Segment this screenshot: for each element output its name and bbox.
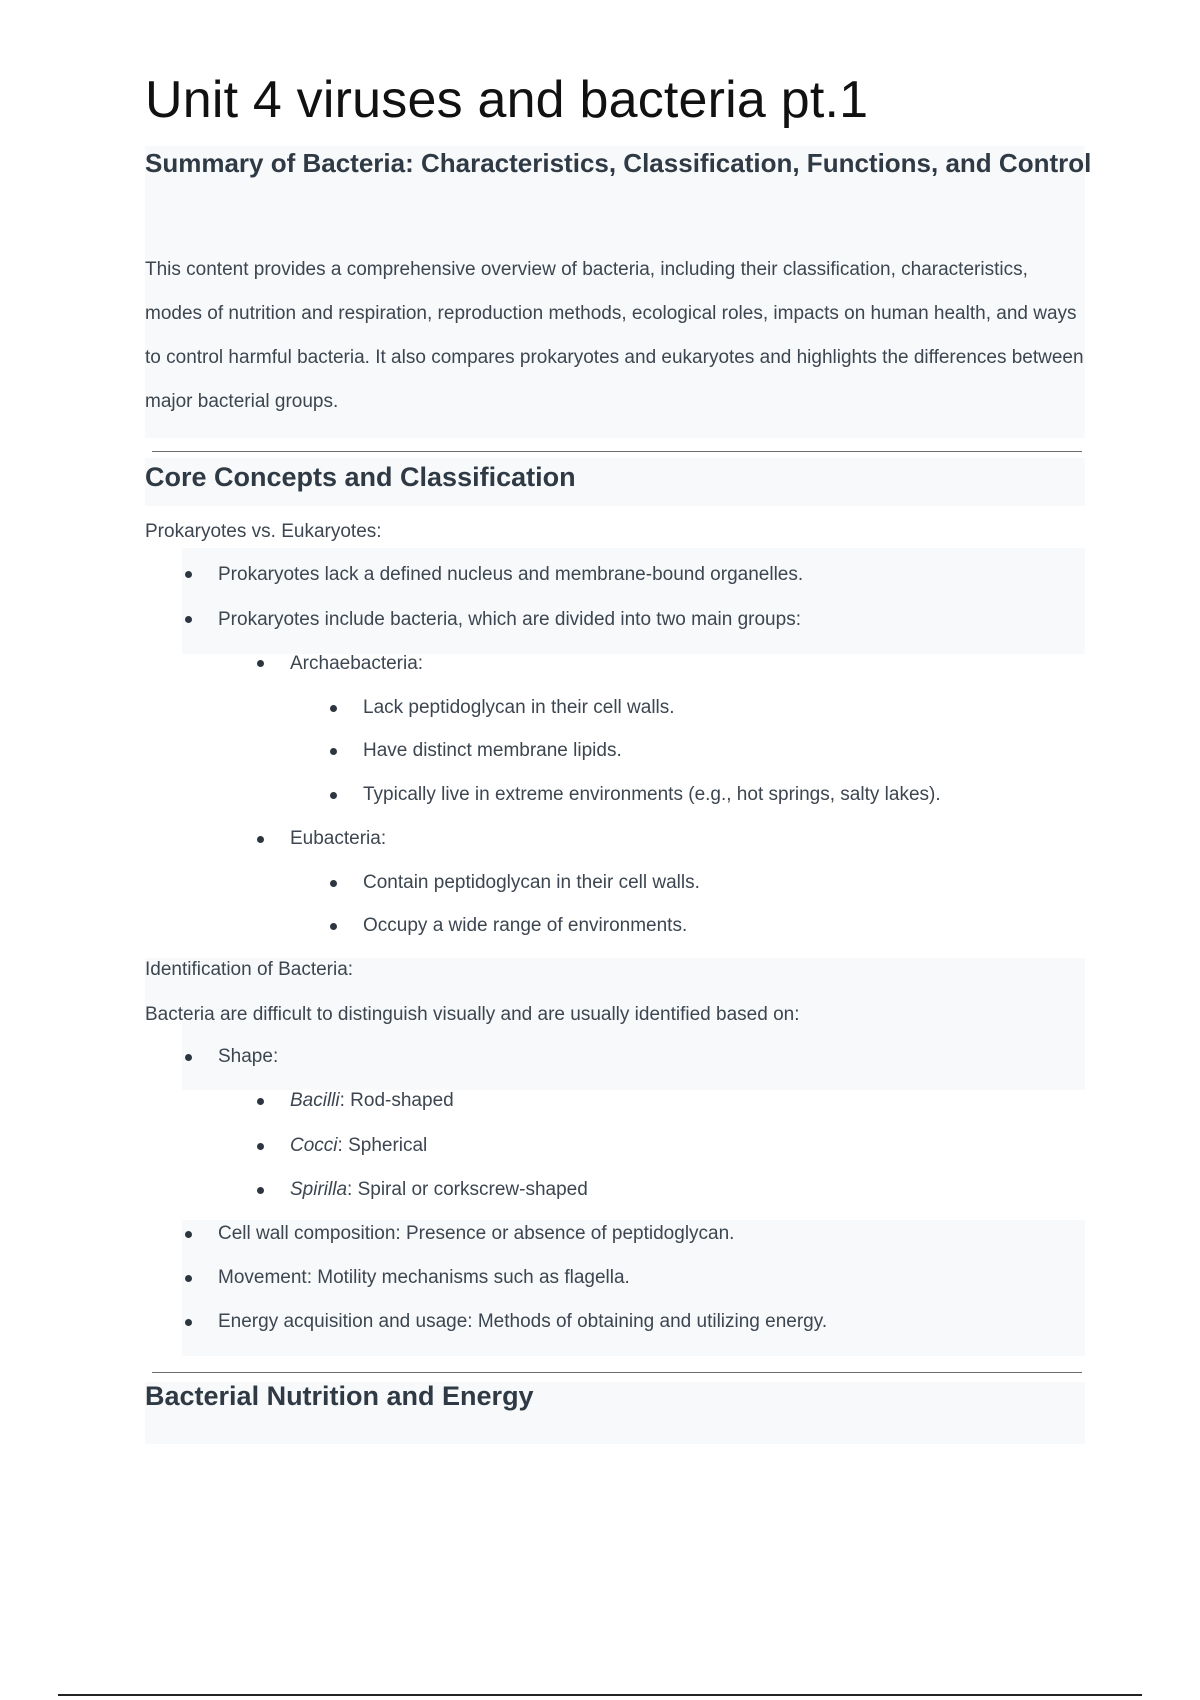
bullet-icon bbox=[257, 1098, 264, 1105]
list-item: Contain peptidoglycan in their cell walls. bbox=[363, 872, 700, 893]
list-item: Energy acquisition and usage: Methods of obtaining and utilizing energy. bbox=[218, 1311, 828, 1332]
shape-item-bacilli bbox=[290, 1087, 454, 1115]
summary-heading: Summary of Bacteria: Characteristics, Classification, Functions, and Control bbox=[145, 148, 1092, 178]
bullet-icon bbox=[330, 748, 337, 755]
bullet-icon bbox=[185, 1231, 192, 1238]
nutrition-heading: Bacterial Nutrition and Energy bbox=[145, 1381, 534, 1411]
summary-paragraph: This content provides a comprehensive overview of bacteria, including their classification, characteristics, modes of nutrition and respiration, reproduction methods, ecological roles, impacts on human health, and ways to control harmful bacteria. It also compares prokaryotes and eukaryotes and highlights the differences between major bacterial groups. bbox=[145, 259, 1084, 412]
shape-name: Bacilli bbox=[290, 1090, 340, 1111]
section-divider bbox=[152, 1372, 1082, 1373]
bullet-icon bbox=[185, 616, 192, 623]
bullet-icon bbox=[257, 836, 264, 843]
bullet-icon bbox=[185, 571, 192, 578]
bullet-icon bbox=[185, 1054, 192, 1061]
shape-name: Cocci bbox=[290, 1135, 338, 1156]
shape-label: Shape: bbox=[218, 1046, 279, 1067]
list-item: Lack peptidoglycan in their cell walls. bbox=[363, 697, 675, 718]
list-item: Cell wall composition: Presence or absence of peptidoglycan. bbox=[218, 1223, 735, 1244]
eubacteria-label: Eubacteria: bbox=[290, 828, 387, 849]
archaebacteria-label: Archaebacteria: bbox=[290, 653, 424, 674]
bullet-icon bbox=[330, 792, 337, 799]
shape-desc: : Spherical bbox=[337, 1135, 428, 1156]
list-item: Prokaryotes lack a defined nucleus and membrane-bound organelles. bbox=[218, 564, 804, 585]
bullet-icon bbox=[185, 1319, 192, 1326]
prokaryotes-vs-eukaryotes-label: Prokaryotes vs. Eukaryotes: bbox=[145, 521, 382, 542]
bullet-icon bbox=[330, 880, 337, 887]
shape-name: Spirilla bbox=[290, 1179, 348, 1200]
page-bottom-rule bbox=[58, 1694, 1142, 1696]
shape-desc: : Rod-shaped bbox=[339, 1090, 454, 1111]
bullet-icon bbox=[330, 705, 337, 712]
identification-label: Identification of Bacteria: bbox=[145, 959, 354, 980]
shape-desc: : Spiral or corkscrew-shaped bbox=[347, 1179, 588, 1200]
list-item: Occupy a wide range of environments. bbox=[363, 915, 688, 936]
bullet-icon bbox=[257, 660, 264, 667]
list-item: Typically live in extreme environments (e.g., hot springs, salty lakes). bbox=[363, 784, 941, 805]
identification-intro: Bacteria are difficult to distinguish visually and are usually identified based on: bbox=[145, 1004, 800, 1025]
list-item: Prokaryotes include bacteria, which are divided into two main groups: bbox=[218, 609, 801, 630]
shape-item-cocci bbox=[290, 1132, 427, 1160]
shape-item-spirilla bbox=[290, 1176, 588, 1204]
list-item: Movement: Motility mechanisms such as flagella. bbox=[218, 1267, 630, 1288]
core-concepts-heading: Core Concepts and Classification bbox=[145, 462, 576, 492]
bullet-icon bbox=[185, 1275, 192, 1282]
list-item: Have distinct membrane lipids. bbox=[363, 740, 622, 761]
bullet-icon bbox=[257, 1187, 264, 1194]
document-title: Unit 4 viruses and bacteria pt.1 bbox=[145, 71, 869, 129]
bullet-icon bbox=[257, 1143, 264, 1150]
section-divider bbox=[152, 451, 1082, 452]
bullet-icon bbox=[330, 923, 337, 930]
